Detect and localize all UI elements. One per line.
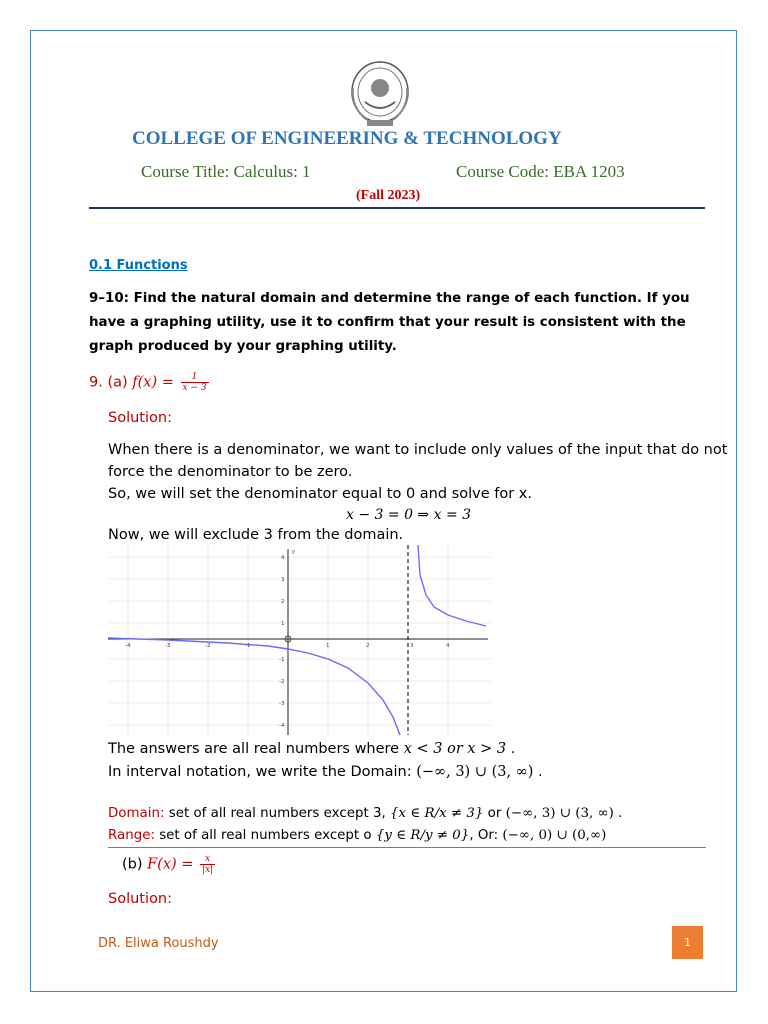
y-tick-label: 4 (281, 555, 285, 561)
term: (Fall 2023) (356, 188, 421, 203)
domain-line (108, 806, 622, 821)
y-tick-label: 3 (281, 577, 285, 583)
range-label: Range: (108, 828, 155, 843)
y-tick-label: -2 (279, 679, 285, 685)
solution-line-1: When there is a denominator, we want to include only values of the input that do not (108, 442, 728, 458)
interval-notation: (−∞, 3) ∪ (3, ∞) (416, 764, 534, 780)
college-title: COLLEGE OF ENGINEERING & TECHNOLOGY (132, 128, 562, 149)
solution-line-3: So, we will set the denominator equal to 0 and solve for x. (108, 486, 532, 502)
function-graph (108, 545, 492, 740)
problem-a-statement (89, 372, 209, 393)
domain-set: {x ∈ R/x ≠ 3} (390, 806, 484, 821)
interval-end: . (533, 764, 543, 780)
page-number-badge (672, 926, 703, 959)
instruction-line-2: have a graphing utility, use it to confirm that your result is consistent with the (89, 315, 686, 330)
domain-or: or (483, 806, 506, 821)
x-tick-label: 4 (446, 643, 450, 649)
problem-b-label: (b) (122, 856, 148, 873)
range-set: {y ∈ R/y ≠ 0} (375, 828, 470, 843)
instruction-line-1: 9–10: Find the natural domain and determine the range of each function. If you (89, 291, 690, 306)
answer-text: The answers are all real numbers where (108, 741, 404, 757)
footer-author: DR. Eliwa Roushdy (98, 936, 219, 951)
range-line (108, 828, 606, 843)
x-tick-label: -4 (125, 643, 131, 649)
domain-end: . (613, 806, 623, 821)
x-tick-label: 3 (410, 643, 414, 649)
section-heading: 0.1 Functions (89, 258, 188, 273)
answer-line (108, 741, 515, 757)
fraction-denominator: |x| (202, 865, 214, 875)
domain-interval: (−∞, 3) ∪ (3, ∞) (505, 806, 614, 821)
problem-a-label: 9. (a) (89, 374, 133, 391)
x-tick-label: -2 (205, 643, 211, 649)
instruction-line-3: graph produced by your graphing utility. (89, 339, 397, 354)
range-text: set of all real numbers except o (154, 828, 376, 843)
header-divider (89, 207, 705, 209)
y-tick-label: -3 (279, 701, 285, 707)
y-tick-label: -4 (279, 723, 285, 729)
domain-text: set of all real numbers except 3, (164, 806, 390, 821)
solution-label-b: Solution: (108, 891, 172, 907)
course-title: Course Title: Calculus: 1 (141, 162, 311, 181)
x-tick-label: -3 (165, 643, 171, 649)
denominator-equation: x − 3 = 0 ⇒ x = 3 (346, 507, 472, 523)
problem-b-fraction (200, 854, 215, 875)
problem-b-function: F(x) = (147, 856, 199, 873)
answer-inequality: x < 3 or x > 3 (403, 741, 507, 757)
problem-a-function: f(x) = (132, 374, 179, 391)
exclude-line: Now, we will exclude 3 from the domain. (108, 527, 404, 543)
interval-text: In interval notation, we write the Domain: (108, 764, 417, 780)
solution-line-2: force the denominator to be zero. (108, 464, 353, 480)
domain-label: Domain: (108, 806, 165, 821)
x-tick-label: 2 (366, 643, 370, 649)
college-seal-logo (337, 58, 423, 130)
range-interval: (−∞, 0) ∪ (0,∞) (502, 828, 607, 843)
y-tick-label: 1 (281, 621, 285, 627)
interval-line (108, 764, 543, 780)
problem-b-statement (122, 854, 215, 875)
page-number: 1 (684, 936, 691, 949)
fraction-numerator: x (200, 854, 215, 865)
x-tick-label: 1 (326, 643, 330, 649)
y-tick-label: 2 (281, 599, 285, 605)
y-tick-label: -1 (279, 657, 285, 663)
y-axis-label: y (292, 549, 296, 555)
solution-label-a: Solution: (108, 410, 172, 426)
curve-left-branch (108, 638, 400, 735)
range-or: , Or: (469, 828, 503, 843)
fraction-numerator: 1 (181, 372, 209, 383)
answer-end: . (506, 741, 516, 757)
x-tick-label: -1 (245, 643, 251, 649)
problem-a-fraction (181, 372, 209, 393)
course-code: Course Code: EBA 1203 (456, 162, 625, 181)
fraction-denominator: x − 3 (182, 383, 207, 393)
section-divider (108, 847, 706, 848)
